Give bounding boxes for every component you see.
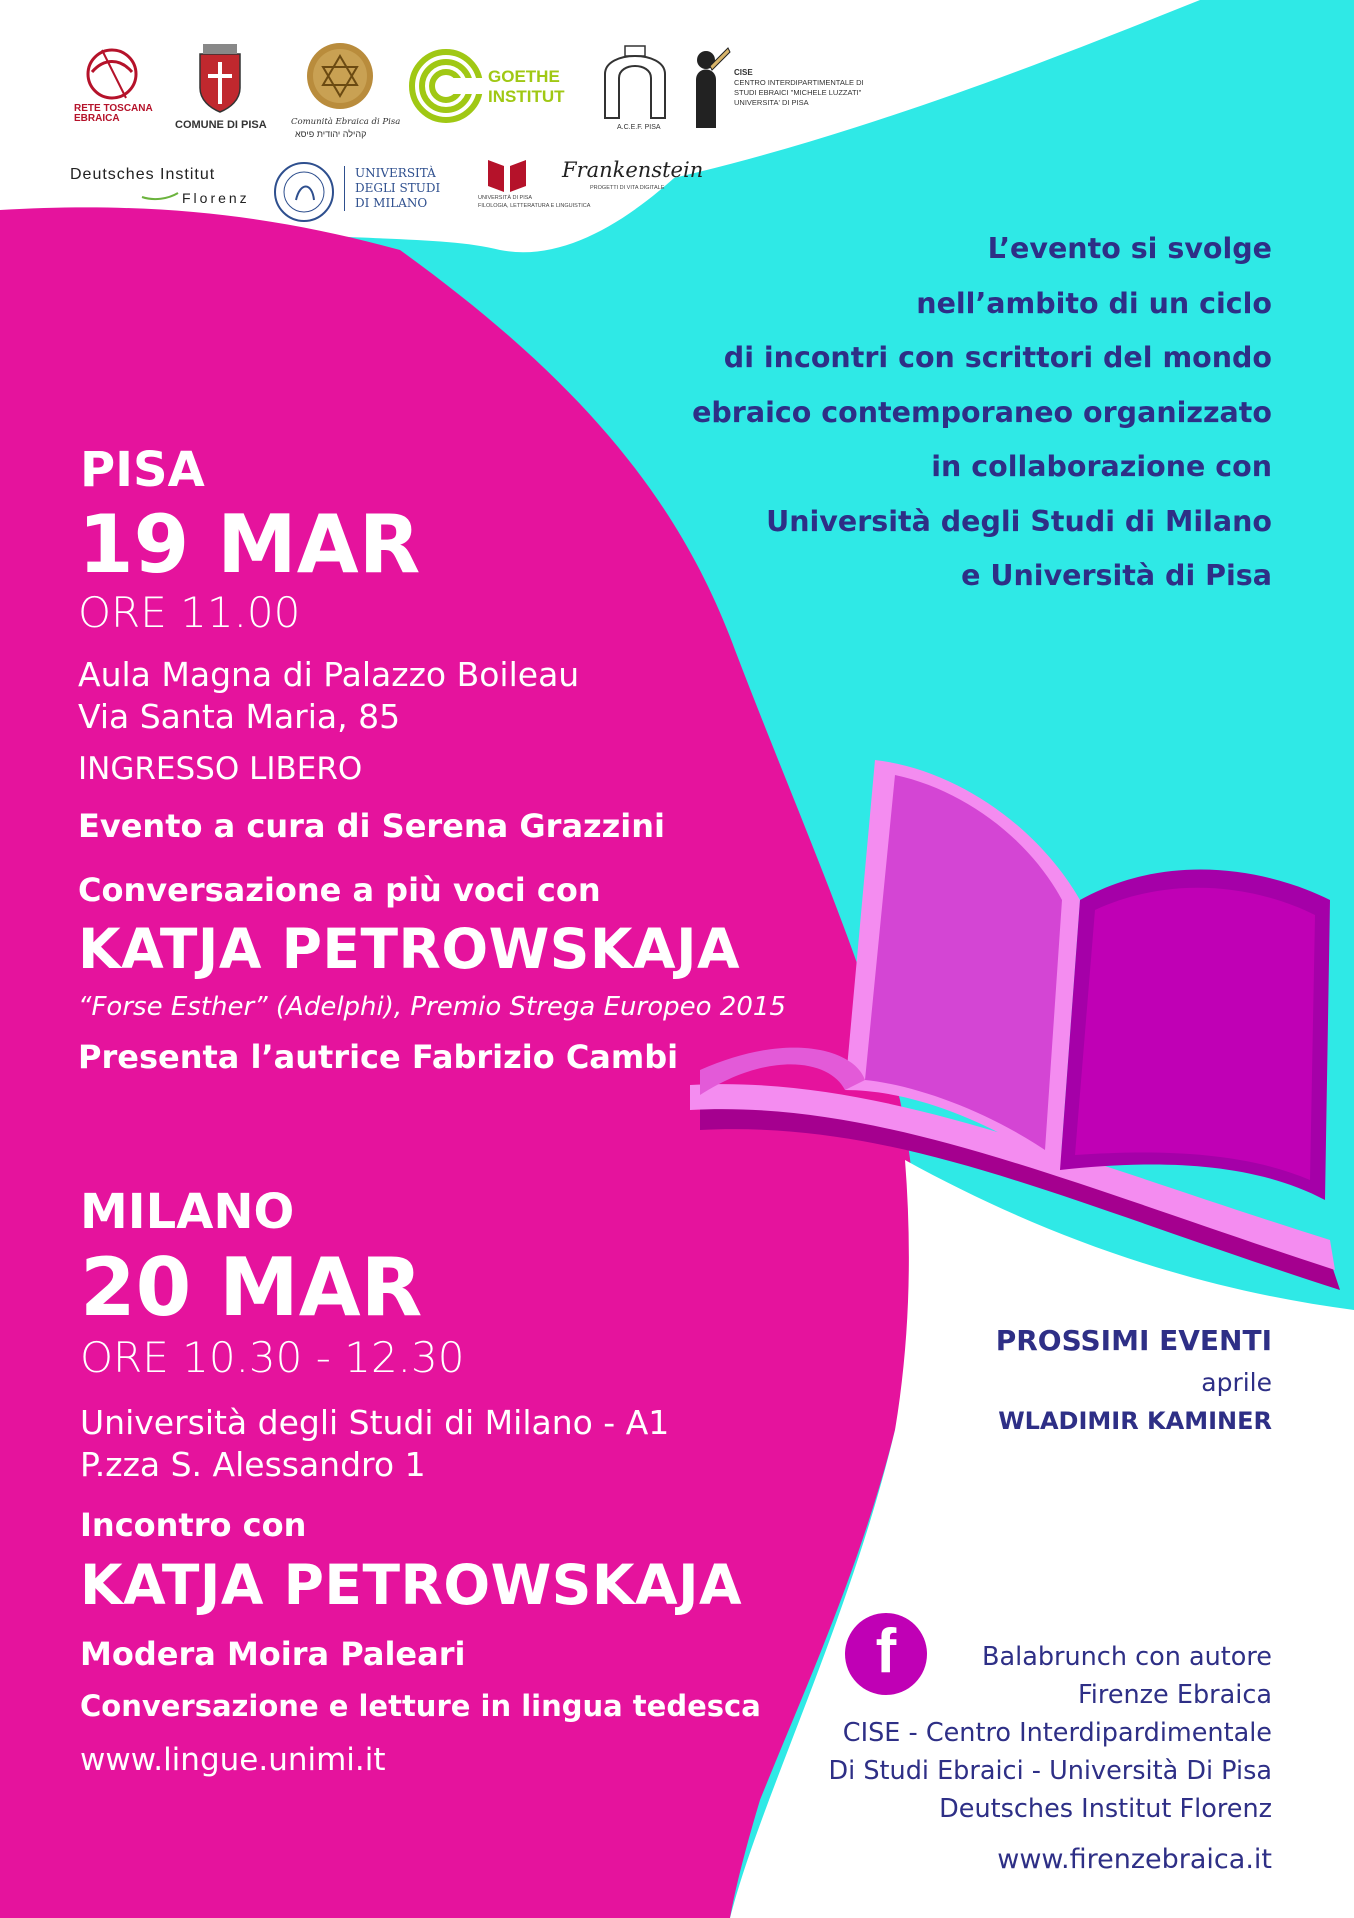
- pisa-presenter: Presenta l’autrice Fabrizio Cambi: [78, 1038, 679, 1076]
- pisa-entry: INGRESSO LIBERO: [78, 751, 363, 787]
- milano-meeting: Incontro con: [80, 1506, 307, 1544]
- logo-deutsches-institut: [70, 167, 270, 217]
- logo-goethe: [408, 48, 578, 128]
- goethe-label-2: INSTITUT: [488, 87, 565, 106]
- intro-line: L’evento si svolge: [987, 232, 1272, 265]
- milano-date: 20 MAR: [80, 1241, 423, 1334]
- credit-line: Di Studi Ebraici - Università Di Pisa: [828, 1756, 1272, 1786]
- logo-frankenstein: [562, 160, 722, 200]
- milano-moderator: Modera Moira Paleari: [80, 1635, 466, 1673]
- intro-line: di incontri con scrittori del mondo: [723, 341, 1272, 374]
- pisa-venue: Aula Magna di Palazzo Boileau: [78, 655, 580, 694]
- pisa-author: KATJA PETROWSKAJA: [78, 917, 741, 981]
- intro-line: Università degli Studi di Milano: [766, 504, 1272, 538]
- goethe-label-1: GOETHE: [488, 67, 560, 86]
- credit-line: Balabrunch con autore: [981, 1642, 1272, 1672]
- next-events-title: PROSSIMI EVENTI: [995, 1324, 1272, 1357]
- cise-line-4: UNIVERSITA' DI PISA: [734, 98, 809, 107]
- intro-line: e Università di Pisa: [961, 559, 1272, 592]
- rete-toscana-icon: [72, 42, 152, 102]
- acef-label: A.C.E.F. PISA: [617, 124, 661, 131]
- frankenstein-sub: PROGETTI DI VITA DIGITALE: [590, 185, 665, 191]
- intro-line: nell’ambito di un ciclo: [916, 286, 1272, 320]
- frankenstein-label: Frankenstein: [562, 158, 704, 182]
- milano-website[interactable]: www.lingue.unimi.it: [80, 1742, 386, 1778]
- milano-venue: Università degli Studi di Milano - A1: [80, 1403, 670, 1442]
- cise-figure-icon: [682, 40, 732, 132]
- rete-toscana-label: RETE TOSCANA EBRAICA: [74, 103, 153, 124]
- cise-line-1: CISE: [734, 68, 753, 77]
- goethe-rings-icon: [408, 48, 488, 124]
- pisa-time: ORE 11.00: [78, 588, 301, 637]
- swoosh-icon: [140, 191, 180, 201]
- unimi-line-2: DEGLI STUDI: [355, 181, 441, 195]
- cise-line-3: STUDI EBRAICI "MICHELE LUZZATI": [734, 88, 862, 97]
- comunita-hebrew: קהילה יהודית פיסא: [295, 129, 367, 139]
- credit-line: Deutsches Institut Florenz: [939, 1794, 1272, 1824]
- comunita-label: Comunità Ebraica di Pisa: [291, 117, 401, 127]
- milano-address: P.zza S. Alessandro 1: [80, 1445, 426, 1484]
- pisa-crest-icon: [175, 40, 265, 115]
- deutsches-label-2: Florenz: [182, 190, 250, 206]
- milano-time: ORE 10.30 - 12.30: [80, 1333, 465, 1382]
- logo-rete-toscana: [72, 42, 152, 134]
- pisa-city: PISA: [80, 442, 205, 498]
- star-of-david-icon: [285, 38, 395, 116]
- logo-comune-pisa: [175, 40, 265, 135]
- arch-icon: [595, 40, 675, 120]
- logo-comunita-ebraica: [285, 38, 401, 139]
- next-events-month: aprile: [1201, 1368, 1272, 1397]
- next-events-author: WLADIMIR KAMINER: [998, 1407, 1272, 1435]
- pisa-conversation: Conversazione a più voci con: [78, 871, 601, 909]
- pisa-date: 19 MAR: [78, 498, 421, 591]
- comune-pisa-label: COMUNE DI PISA: [175, 119, 267, 131]
- website-right[interactable]: www.firenzebraica.it: [997, 1844, 1272, 1875]
- deutsches-label-1: Deutsches Institut: [70, 166, 216, 183]
- pisa-address: Via Santa Maria, 85: [78, 697, 401, 736]
- unipi-line-2: FILOLOGIA, LETTERATURA E LINGUISTICA: [478, 203, 591, 209]
- cise-line-2: CENTRO INTERDIPARTIMENTALE DI: [734, 78, 864, 87]
- milano-activity: Conversazione e letture in lingua tedesca: [80, 1689, 761, 1723]
- milano-author: KATJA PETROWSKAJA: [80, 1553, 743, 1617]
- credit-line: CISE - Centro Interdipardimentale: [842, 1718, 1272, 1748]
- intro-line: ebraico contemporaneo organizzato: [692, 395, 1272, 429]
- unimi-seal-icon: [272, 160, 338, 226]
- logo-cise: [682, 40, 882, 135]
- milano-city: MILANO: [80, 1184, 295, 1240]
- credits: [829, 1638, 1272, 1828]
- unimi-line-3: DI MILANO: [355, 196, 428, 210]
- pisa-curator: Evento a cura di Serena Grazzini: [78, 807, 665, 845]
- open-book-logo-icon: [484, 156, 530, 194]
- intro-text: [692, 222, 1272, 604]
- pisa-book: “Forse Esther” (Adelphi), Premio Strega Europeo 2015: [78, 992, 786, 1022]
- intro-line: in collaborazione con: [931, 450, 1272, 483]
- logo-acef: [595, 40, 675, 140]
- unimi-line-1: UNIVERSITÀ: [355, 166, 436, 180]
- facebook-icon: f: [875, 1617, 897, 1686]
- credit-line: Firenze Ebraica: [1078, 1680, 1272, 1710]
- logo-unimi: [272, 160, 452, 226]
- unipi-line-1: UNIVERSITÀ DI PISA: [478, 195, 533, 201]
